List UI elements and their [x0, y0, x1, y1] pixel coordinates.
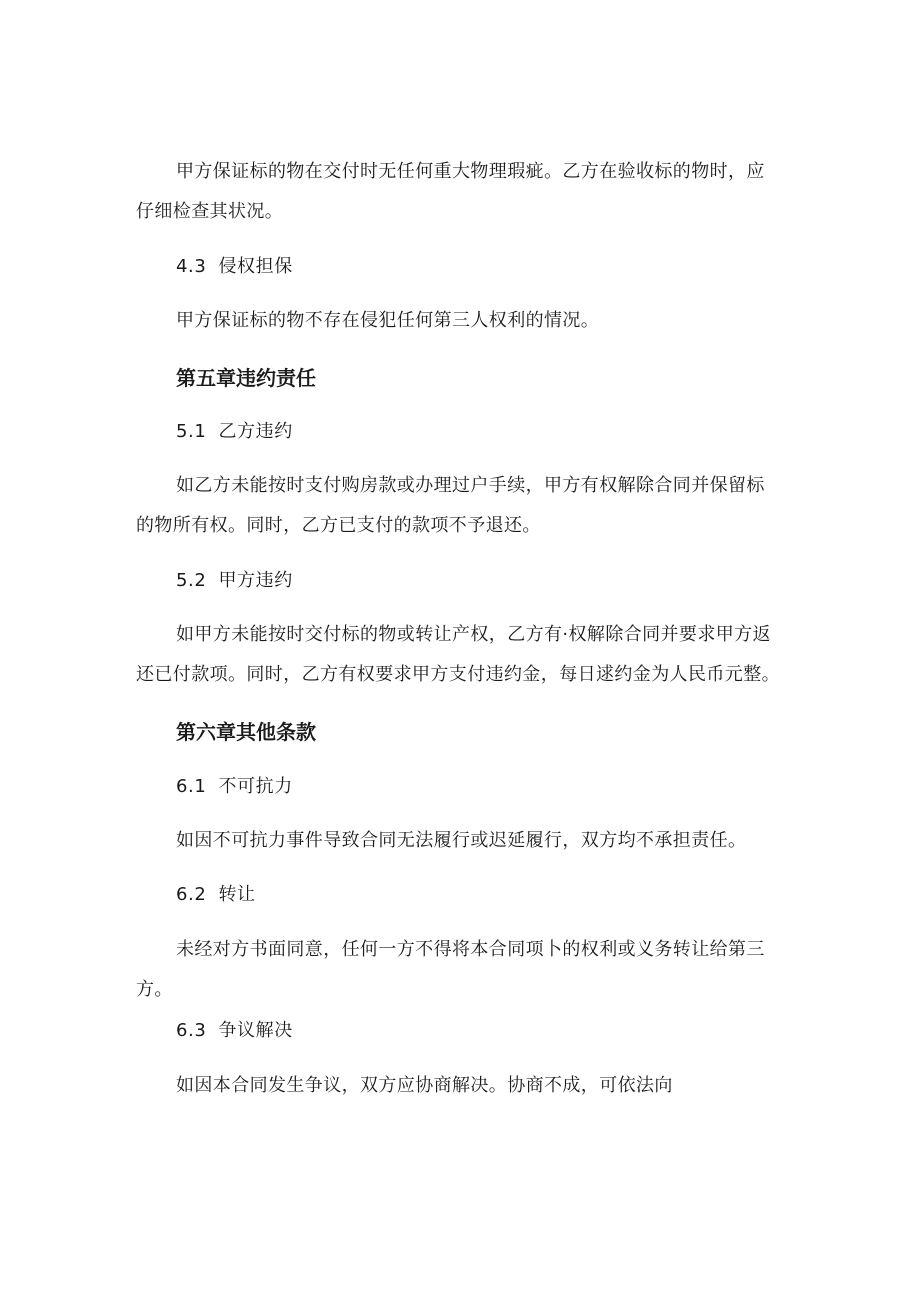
section-5-1-heading [176, 420, 293, 444]
section-6-1-heading [176, 775, 293, 799]
paragraph-6-3: 如因本合同发生争议，双方应协商解决。协商不成，可依法向 [176, 1075, 673, 1096]
paragraph-quality-line-1: 甲方保证标的物在交付时无任何重大物理瑕疵。乙方在验收标的物时，应 [176, 161, 765, 182]
paragraph-6-2-line-2: 方。 [136, 979, 173, 1000]
chapter-5-title: 第五章违约责任 [176, 366, 316, 390]
section-number: 6.3 [176, 1020, 207, 1041]
section-number: 4.3 [176, 256, 207, 277]
section-title: 侵权担保 [218, 256, 293, 277]
paragraph-5-1-line-1: 如乙方未能按时支付购房款或办理过户手续，甲方有权解除合同并保留标 [176, 475, 765, 496]
paragraph-5-2-line-2: 还已付款项。同时，乙方有权要求甲方支付违约金，每日逑约金为人民币元整。 [136, 664, 780, 685]
section-number: 6.1 [176, 776, 207, 797]
paragraph-5-2-line-1: 如甲方未能按时交付标的物或转让产权，乙方有·权解除合同并要求甲方返 [176, 624, 771, 645]
section-6-2-heading [176, 883, 256, 907]
section-4-3-heading [176, 255, 293, 279]
section-title: 甲方违约 [218, 570, 293, 591]
section-title: 乙方违约 [218, 421, 293, 442]
section-title: 转让 [218, 884, 256, 905]
paragraph-6-2-line-1: 未经对方书面同意，任何一方不得将本合同项卜的权利或义务转让给第三 [176, 939, 765, 960]
section-number: 6.2 [176, 884, 207, 905]
section-number: 5.2 [176, 570, 207, 591]
paragraph-6-1: 如因不可抗力事件导致合同无法履行或迟延履行，双方均不承担责任。 [176, 830, 747, 851]
section-number: 5.1 [176, 421, 207, 442]
section-6-3-heading [176, 1019, 293, 1043]
section-title: 不可抗力 [218, 776, 293, 797]
chapter-6-title: 第六章其他条款 [176, 720, 316, 744]
paragraph-5-1-line-2: 的物所有权。同时，乙方已支付的款项不予退还。 [136, 515, 541, 536]
section-5-2-heading [176, 569, 293, 593]
paragraph-4-3: 甲方保证标的物不存在侵犯任何第三人权利的情况。 [176, 310, 600, 331]
paragraph-quality-line-2: 仔细检查其状况。 [136, 201, 284, 222]
section-title: 争议解决 [218, 1020, 293, 1041]
